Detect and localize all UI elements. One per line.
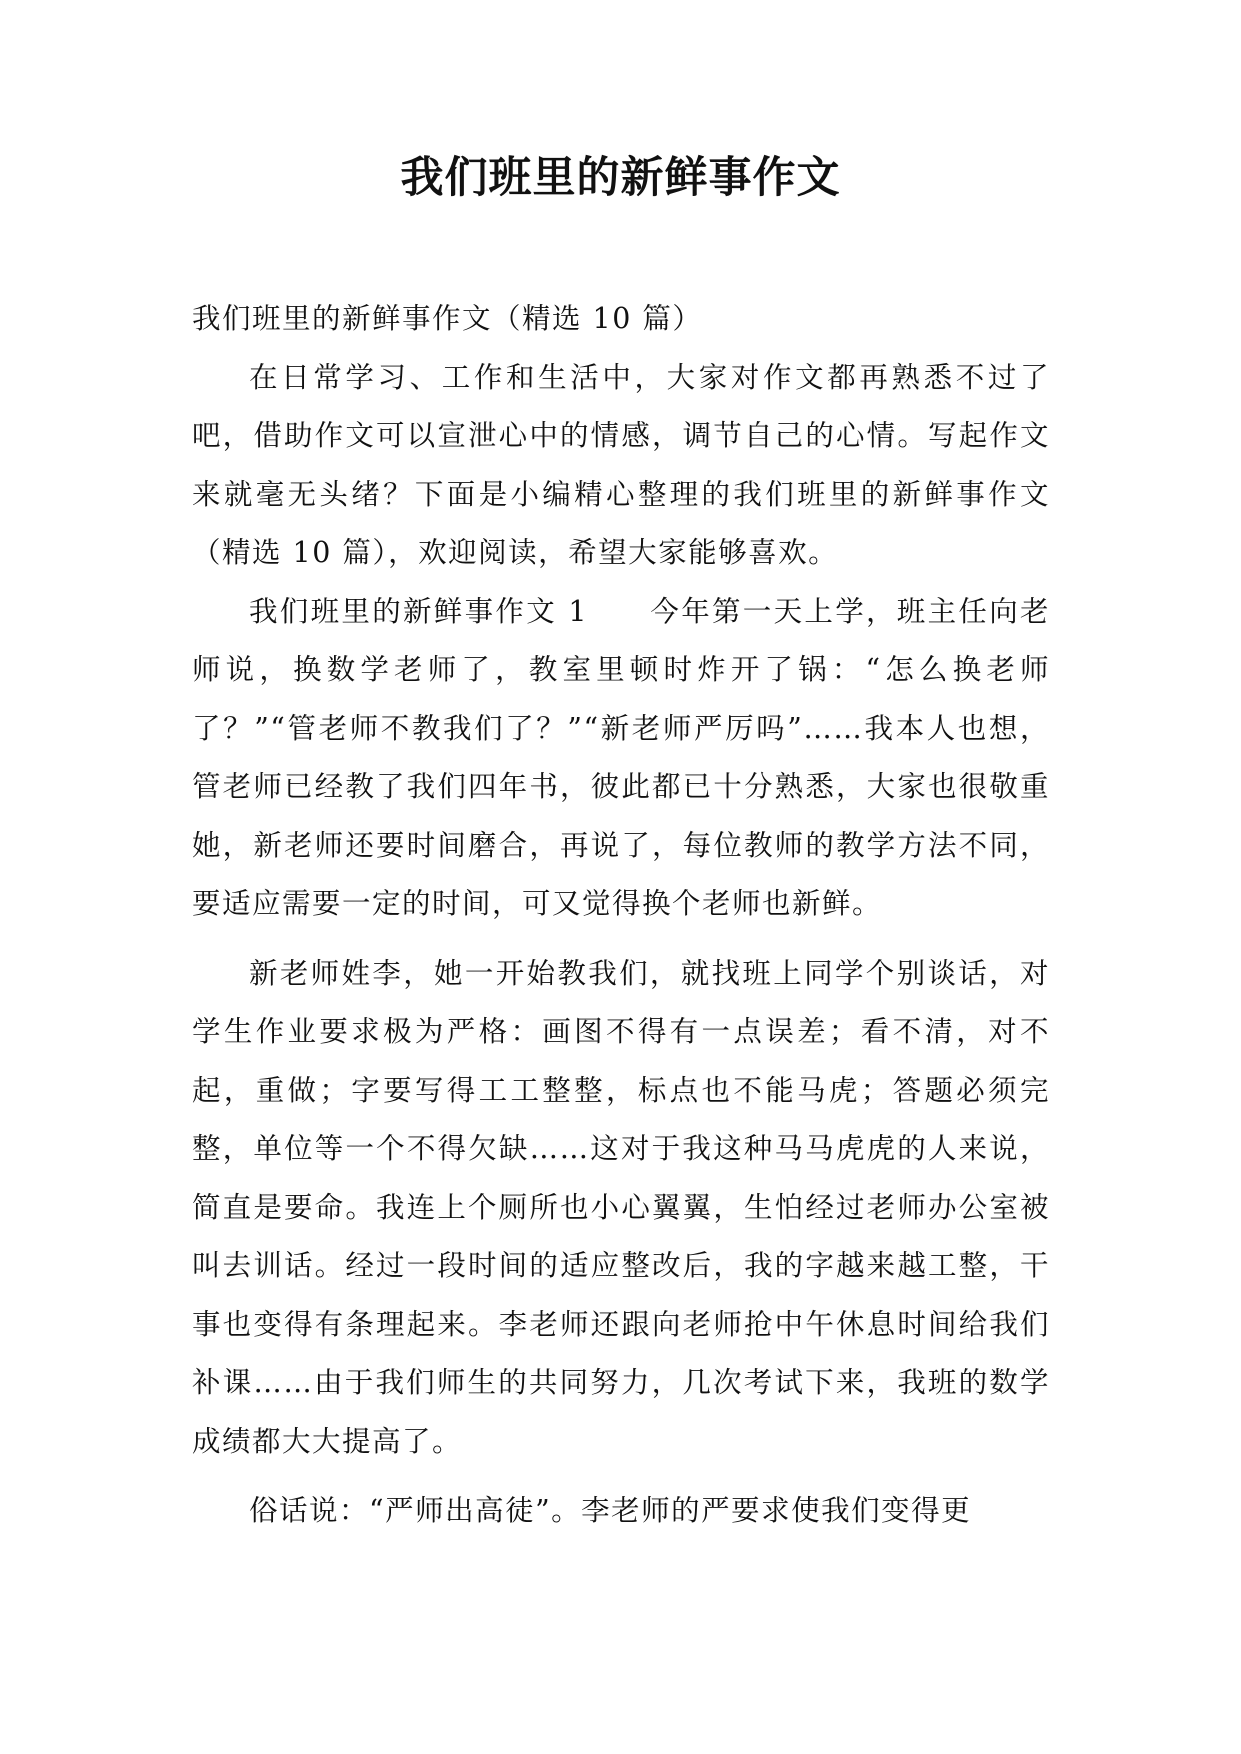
paragraph-essay-1-start: 我们班里的新鲜事作文 1 今年第一天上学，班主任向老师说，换数学老师了，教室里顿时炸开了锅：“怎么换老师了？”“管老师不教我们了？”“新老师严厉吗”……我本人也想，管老师已经教了我们四年书，彼此都已十分熟悉，大家也很敬重她，新老师还要时间磨合，再说了，每位教师的教学方法不同，要适应需要一定的时间，可又觉得换个老师也新鲜。 bbox=[192, 594, 1050, 920]
paragraph-new-teacher: 新老师姓李，她一开始教我们，就找班上同学个别谈话，对学生作业要求极为严格：画图不得有一点误差；看不清，对不起，重做；字要写得工工整整，标点也不能马虎；答题必须完整，单位等一个不得欠缺……这对于我这种马马虎虎的人来说，简直是要命。我连上个厕所也小心翼翼，生怕经过老师办公室被叫去训话。经过一段时间的适应整改后，我的字越来越工整，干事也变得有条理起来。李老师还跟向老师抢中午休息时间给我们补课……由于我们师生的共同努力，几次考试下来，我班的数学成绩都大大提高了。 bbox=[192, 956, 1050, 1458]
document-title: 我们班里的新鲜事作文 bbox=[400, 153, 841, 203]
paragraph-intro: 在日常学习、工作和生活中，大家对作文都再熟悉不过了吧，借助作文可以宣泄心中的情感，调节自己的心情。写起作文来就毫无头绪？下面是小编精心整理的我们班里的新鲜事作文（精选 10 篇），欢迎阅读，希望大家能够喜欢。 bbox=[192, 360, 1050, 569]
document-body bbox=[192, 290, 1050, 1541]
paragraph-proverb: 俗话说：“严师出高徒”。李老师的严要求使我们变得更 bbox=[249, 1494, 972, 1527]
document-subtitle: 我们班里的新鲜事作文（精选 10 篇） bbox=[192, 302, 703, 335]
